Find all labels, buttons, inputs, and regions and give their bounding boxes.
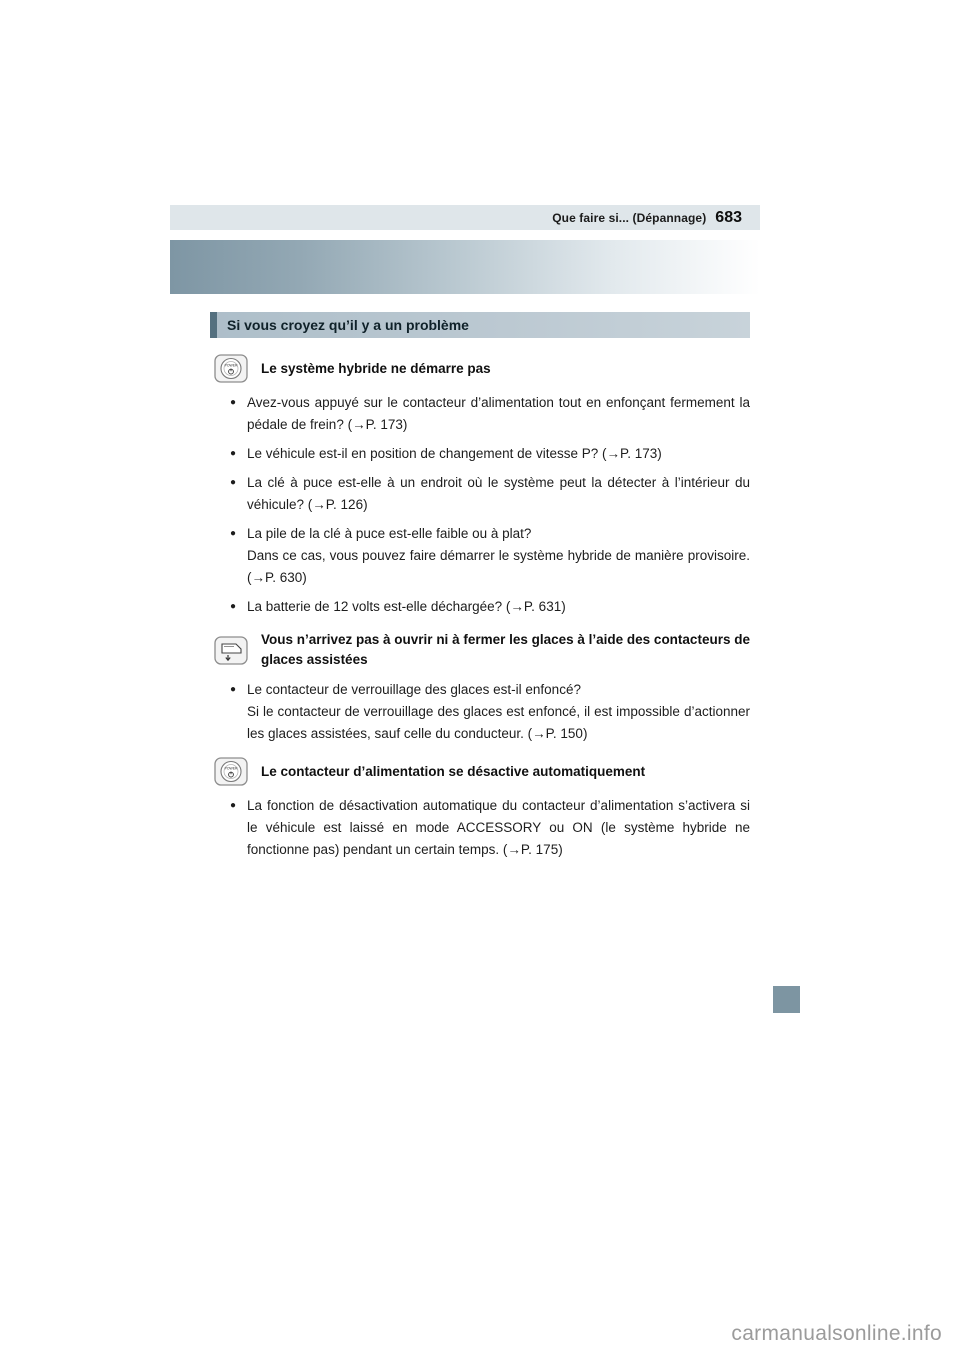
bullet-list [210, 679, 750, 745]
subsection-power-windows [210, 630, 750, 745]
subsection-title: Le système hybride ne démarre pas [261, 360, 491, 376]
list-item [210, 795, 750, 861]
bullet-text: La pile de la clé à puce est-elle faible ou à plat? [247, 526, 532, 541]
watermark-text: carmanualsonline.info [731, 1322, 942, 1345]
page-number: 683 [715, 208, 742, 226]
page-header-bar [170, 205, 760, 230]
window-switch-icon [214, 636, 248, 665]
decorative-gradient-band [170, 240, 760, 294]
subsection-title: Le contacteur d’alimentation se désactive automatiquement [261, 763, 646, 779]
bullet-icon: ● [230, 448, 237, 459]
section-title: Si vous croyez qu’il y a un problème [227, 317, 469, 333]
subsection-title: Vous n’arrivez pas à ouvrir ni à fermer les glaces à l’aide des contacteurs de glaces assistées [261, 632, 750, 667]
bullet-icon: ● [230, 528, 237, 539]
subsection-header [214, 630, 750, 670]
list-item [210, 523, 750, 589]
bullet-icon: ● [230, 397, 237, 408]
list-item [210, 596, 750, 618]
list-item [210, 472, 750, 516]
bullet-list [210, 795, 750, 861]
bullet-list [210, 392, 750, 618]
bullet-icon: ● [230, 477, 237, 488]
subsection-header [214, 354, 750, 383]
subsection-power-auto-off [210, 757, 750, 861]
content-column [210, 312, 750, 868]
list-item [210, 679, 750, 745]
bullet-text: Le véhicule est-il en position de changement de vitesse P? (→P. 173) [247, 446, 662, 461]
subsection-hybrid-no-start [210, 354, 750, 618]
svg-text:POWER: POWER [224, 363, 238, 368]
bullet-text-continued: Si le contacteur de verrouillage des glaces est enfoncé, il est impossible d’actionner les glaces assistées, sauf celle du conducteur. (→P. 150) [247, 704, 750, 741]
chapter-tab-marker [773, 986, 800, 1013]
bullet-icon: ● [230, 684, 237, 695]
list-item [210, 392, 750, 436]
bullet-icon: ● [230, 601, 237, 612]
power-button-icon [214, 757, 248, 786]
list-item [210, 443, 750, 465]
section-accent-block [210, 312, 217, 338]
bullet-text: Avez-vous appuyé sur le contacteur d’alimentation tout en enfonçant fermement la pédale de frein? (→P. 173) [247, 395, 750, 432]
bullet-text: La fonction de désactivation automatique du contacteur d’alimentation s’activera si le véhicule est laissé en mode ACCESSORY ou ON (le système hybride ne fonctionne pas) pendant un certain temps. (→P. 175) [247, 798, 750, 857]
bullet-text: Le contacteur de verrouillage des glaces est-il enfoncé? [247, 682, 581, 697]
bullet-text: La batterie de 12 volts est-elle déchargée? (→P. 631) [247, 599, 566, 614]
bullet-text-continued: Dans ce cas, vous pouvez faire démarrer le système hybride de manière provisoire. (→P. 630) [247, 548, 750, 585]
section-title-bar [210, 312, 750, 338]
bullet-icon: ● [230, 800, 237, 811]
power-button-icon [214, 354, 248, 383]
breadcrumb: Que faire si... (Dépannage) [552, 210, 707, 225]
bullet-text: La clé à puce est-elle à un endroit où le système peut la détecter à l’intérieur du véhicule? (→P. 126) [247, 475, 750, 512]
subsection-header [214, 757, 750, 786]
svg-text:POWER: POWER [224, 766, 238, 771]
